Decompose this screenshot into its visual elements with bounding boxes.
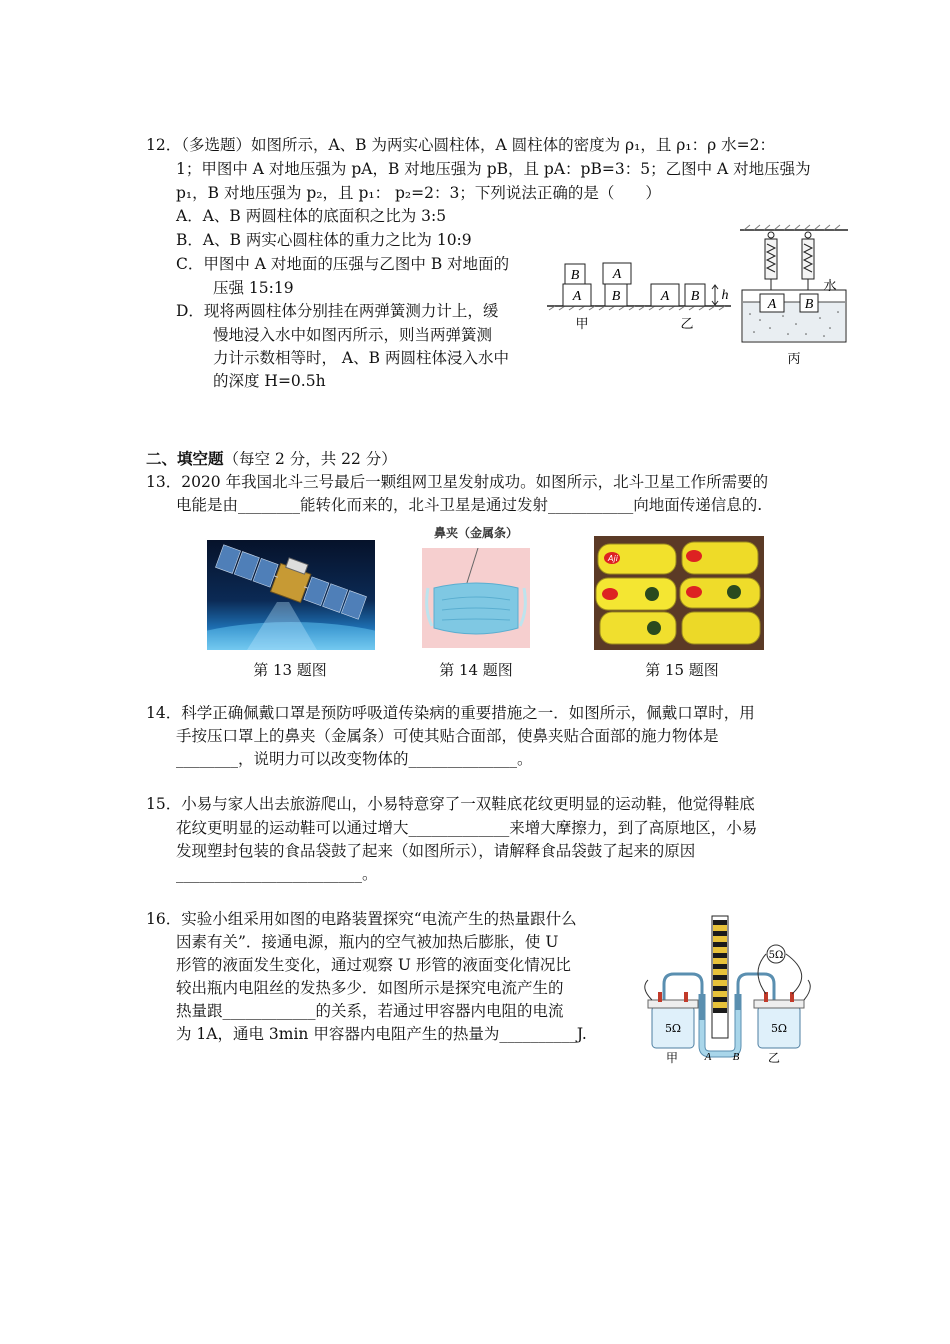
q12-fig-h-label: h xyxy=(721,288,729,303)
q14-line-3: ________，说明力可以改变物体的______________。 xyxy=(176,750,533,768)
q12-option-b: B．A、B 两实心圆柱体的重力之比为 10:9 xyxy=(176,231,472,249)
fig15-snack-photo xyxy=(594,536,764,650)
q16-label-jia: 甲 xyxy=(665,1051,679,1065)
q12-figure-bing xyxy=(738,224,850,370)
q16-label-a: A xyxy=(704,1051,712,1063)
q16-line-3: 形管的液面发生变化，通过观察 U 形管的液面变化情况比 xyxy=(176,956,571,974)
q12-fig-block-b-bing: B xyxy=(804,297,814,312)
q12-fig-block-a-3: A xyxy=(660,289,670,304)
q12-option-d-line-4: 的深度 H=0.5h xyxy=(213,372,326,390)
mask-label: 鼻夹（金属条） xyxy=(433,526,518,540)
snack-brand: Aji xyxy=(608,554,618,563)
q12-option-c-line-1: C．甲图中 A 对地面的压强与乙图中 B 对地面的 xyxy=(176,255,510,273)
section-2-note: （每空 2 分，共 22 分） xyxy=(223,450,397,468)
q16-r-right: 5Ω xyxy=(770,1022,788,1035)
q16-r-left: 5Ω xyxy=(664,1022,682,1035)
q12-option-d-line-2: 慢地浸入水中如图丙所示，则当两弹簧测 xyxy=(213,326,493,344)
q15-line-4: ________________________。 xyxy=(176,865,378,883)
q12-figure-jia-yi xyxy=(545,258,735,338)
q16-line-4: 较出瓶内电阻丝的发热多少．如图所示是探究电流产生的 xyxy=(176,979,564,997)
fig15-caption: 第 15 题图 xyxy=(645,661,719,679)
q12-fig-block-a: A xyxy=(572,289,582,304)
q12-option-a: A．A、B 两圆柱体的底面积之比为 3:5 xyxy=(176,207,447,225)
q12-fig-block-a-bing: A xyxy=(767,297,777,312)
q12-line-1: 12．（多选题）如图所示，A、B 为两实心圆柱体，A 圆柱体的密度为 ρ₁，且 ρ₁：ρ 水=2： xyxy=(146,136,776,154)
q12-fig-label-bing: 丙 xyxy=(787,352,801,367)
q12-fig-label-yi: 乙 xyxy=(680,317,694,332)
q12-line-2: 1；甲图中 A 对地压强为 pA，B 对地压强为 pB，且 pA：pB=3：5；乙图中 A 对地压强为 xyxy=(176,160,811,178)
q12-fig-block-b-2: B xyxy=(611,289,621,304)
satellite-icon xyxy=(207,540,375,650)
q12-fig-water-label: 水 xyxy=(823,279,837,294)
q12-option-d-line-3: 力计示数相等时， A、B 两圆柱体浸入水中 xyxy=(213,349,509,367)
q14-line-2: 手按压口罩上的鼻夹（金属条）可使其贴合面部，使鼻夹贴合面部的施力物体是 xyxy=(176,727,719,745)
q16-r-top: 5Ω xyxy=(768,950,784,961)
fig14-mask-photo xyxy=(420,524,532,650)
section-2-heading xyxy=(146,448,397,470)
fig13-caption: 第 13 题图 xyxy=(253,661,327,679)
q12-fig-block-b-3: B xyxy=(690,289,700,304)
q16-line-1: 16．实验小组采用如图的电路装置探究“电流产生的热量跟什么 xyxy=(146,910,577,928)
section-2-title: 二、填空题 xyxy=(146,450,224,468)
q14-line-1: 14．科学正确佩戴口罩是预防呼吸道传染病的重要措施之一．如图所示，佩戴口罩时，用 xyxy=(146,704,755,722)
q16-circuit-figure xyxy=(638,914,814,1066)
q12-option-d-line-1: D．现将两圆柱体分别挂在两弹簧测力计上，缓 xyxy=(176,302,499,320)
q16-label-b: B xyxy=(732,1051,740,1063)
q12-fig-label-jia: 甲 xyxy=(575,317,589,332)
q12-option-c-line-2: 压强 15:19 xyxy=(213,279,294,297)
q16-line-5: 热量跟____________的关系，若通过甲容器内电阻的电流 xyxy=(176,1002,564,1020)
q16-label-yi: 乙 xyxy=(767,1051,781,1065)
q15-line-2: 花纹更明显的运动鞋可以通过增大_____________来增大摩擦力，到了高原地区，小易 xyxy=(176,819,758,837)
q12-line-3: p₁，B 对地压强为 p₂，且 p₁： p₂=2：3；下列说法正确的是（ ） xyxy=(176,184,661,202)
q16-line-2: 因素有关”．接通电源，瓶内的空气被加热后膨胀，使 U xyxy=(176,933,559,951)
q15-line-1: 15．小易与家人出去旅游爬山，小易特意穿了一双鞋底花纹更明显的运动鞋，他觉得鞋底 xyxy=(146,795,755,813)
q15-line-3: 发现塑封包装的食品袋鼓了起来（如图所示），请解释食品袋鼓了起来的原因 xyxy=(176,842,696,860)
fig14-caption: 第 14 题图 xyxy=(439,661,513,679)
q16-line-6: 为 1A，通电 3min 甲容器内电阻产生的热量为__________J. xyxy=(176,1025,587,1043)
q12-fig-block-a-2: A xyxy=(612,267,622,282)
mask-icon xyxy=(422,548,530,648)
snack-bag-icon xyxy=(594,536,764,650)
fig13-satellite-photo xyxy=(207,540,375,650)
q12-fig-block-b: B xyxy=(570,268,580,283)
q13-line-2: 电能是由________能转化而来的，北斗卫星是通过发射___________向地面传递信息的. xyxy=(176,496,763,514)
q13-line-1: 13．2020 年我国北斗三号最后一颗组网卫星发射成功。如图所示，北斗卫星工作所需要的 xyxy=(146,473,769,491)
